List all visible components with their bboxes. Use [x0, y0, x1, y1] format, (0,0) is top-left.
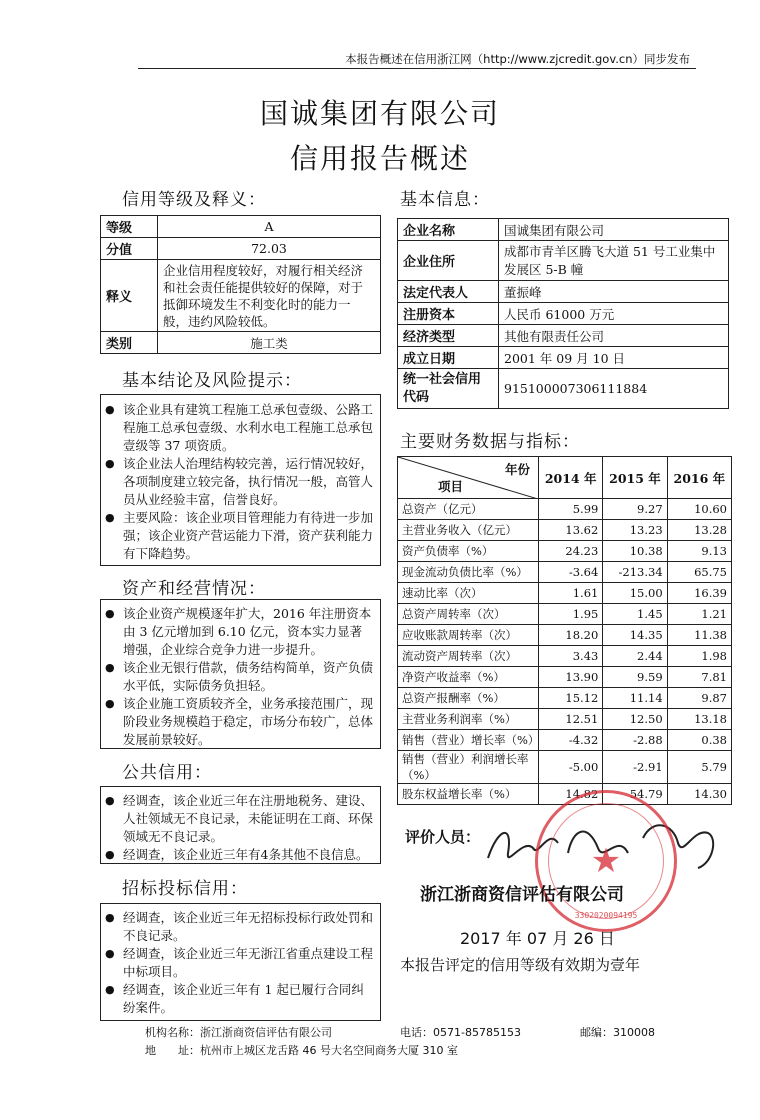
grade-value: A	[158, 216, 381, 238]
financial-value-cell: 13.28	[667, 520, 731, 541]
footer-org	[145, 1024, 332, 1040]
assets-item: ● 该企业资产规模逐年扩大，2016 年注册资本由 3 亿元增加到 6.10 亿元，资本实力显著增强，企业综合竞争力进一步提升。	[101, 605, 374, 659]
founded-label: 成立日期	[398, 347, 499, 369]
financial-value-cell: 10.60	[667, 499, 731, 520]
evaluator-company: 浙江浙商资信评估有限公司	[420, 885, 624, 905]
footer-address	[145, 1042, 458, 1058]
header-rule	[138, 68, 696, 69]
company-seal: ★ 3302020094195	[535, 790, 677, 932]
financial-value-cell: 13.90	[539, 667, 603, 688]
financial-value-cell: 14.35	[603, 625, 667, 646]
financial-value-cell: 54.79	[603, 784, 667, 805]
category-value: 施工类	[158, 332, 381, 354]
conclusion-item: ● 主要风险：该企业项目管理能力有待进一步加强；该企业资产营运能力下滑，资产获利能力有下降趋势。	[101, 509, 374, 563]
footer-org-label: 机构名称：	[145, 1026, 200, 1039]
company-name-value: 国诚集团有限公司	[499, 219, 729, 241]
financial-value-cell: -4.32	[539, 730, 603, 751]
financial-value-cell: 14.82	[539, 784, 603, 805]
financial-row	[398, 730, 732, 751]
financial-row-label: 销售（营业）利润增长率（%）	[398, 751, 539, 784]
assets-section-title: 资产和经营情况：	[122, 579, 266, 599]
financial-value-cell: 13.23	[603, 520, 667, 541]
financial-row-label: 现金流动负债比率（%）	[398, 562, 539, 583]
credit-code-value: 915100007306111884	[499, 369, 729, 409]
score-value: 72.03	[158, 238, 381, 260]
financial-value-cell: 1.61	[539, 583, 603, 604]
footer-address-value: 杭州市上城区龙舌路 46 号大名空间商务大厦 310 室	[200, 1044, 458, 1057]
financial-value-cell: 13.62	[539, 520, 603, 541]
financial-row	[398, 667, 732, 688]
financial-value-cell: -3.64	[539, 562, 603, 583]
financial-value-cell: 9.59	[603, 667, 667, 688]
financial-row-label: 股东权益增长率（%）	[398, 784, 539, 805]
assets-item: ● 该企业施工资质较齐全，业务承接范围广，现阶段业务规模趋于稳定，市场分布较广，总体发展前景较好。	[101, 695, 374, 749]
financial-value-cell: -2.88	[603, 730, 667, 751]
credit-code-label: 统一社会信用代码	[398, 369, 499, 409]
bidding-item: ● 经调查，该企业近三年无浙江省重点建设工程中标项目。	[101, 945, 374, 981]
footer-postcode-label: 邮编：	[580, 1026, 613, 1039]
financial-value-cell: 65.75	[667, 562, 731, 583]
financial-value-cell: 11.14	[603, 688, 667, 709]
year-header-2014: 2014 年	[539, 457, 603, 499]
financial-value-cell: 24.23	[539, 541, 603, 562]
financial-value-cell: 7.81	[667, 667, 731, 688]
financial-value-cell: 9.87	[667, 688, 731, 709]
public-credit-box	[100, 786, 381, 864]
financial-row-label: 总资产周转率（次）	[398, 604, 539, 625]
conclusion-item: ● 该企业具有建筑工程施工总承包壹级、公路工程施工总承包壹级、水利水电工程施工总承包壹级等 37 项资质。	[101, 401, 374, 455]
evaluator-label: 评价人员：	[405, 828, 481, 846]
financial-row-label: 流动资产周转率（次）	[398, 646, 539, 667]
address-label: 企业住所	[398, 241, 499, 281]
header-year-label: 年份	[504, 462, 530, 477]
financial-value-cell: 18.20	[539, 625, 603, 646]
financial-table-body	[398, 499, 732, 805]
financial-value-cell: 5.79	[667, 751, 731, 784]
financial-value-cell: 2.44	[603, 646, 667, 667]
financial-row	[398, 784, 732, 805]
financial-value-cell: 3.43	[539, 646, 603, 667]
financial-value-cell: 12.50	[603, 709, 667, 730]
company-name-label: 企业名称	[398, 219, 499, 241]
financial-row	[398, 604, 732, 625]
financial-value-cell: 15.00	[603, 583, 667, 604]
meaning-label: 释义	[101, 260, 158, 332]
financial-row-label: 总资产报酬率（%）	[398, 688, 539, 709]
financial-value-cell: 1.95	[539, 604, 603, 625]
financial-row-label: 速动比率（次）	[398, 583, 539, 604]
financial-row	[398, 688, 732, 709]
financial-row-label: 资产负债率（%）	[398, 541, 539, 562]
header-note: 本报告概述在信用浙江网（http://www.zjcredit.gov.cn）同步发布	[345, 52, 690, 66]
footer-phone-label: 电话：	[400, 1026, 433, 1039]
bidding-item: ● 经调查，该企业近三年有 1 起已履行合同纠纷案件。	[101, 981, 374, 1017]
financial-row	[398, 709, 732, 730]
financial-value-cell: 13.18	[667, 709, 731, 730]
financial-value-cell: 5.99	[539, 499, 603, 520]
financial-row	[398, 520, 732, 541]
category-label: 类别	[101, 332, 158, 354]
report-title-company: 国诚集团有限公司	[259, 97, 500, 130]
legal-rep-label: 法定代表人	[398, 281, 499, 303]
financial-value-cell: 1.21	[667, 604, 731, 625]
public-credit-item: ● 经调查，该企业近三年在注册地税务、建设、人社领域无不良记录，未能证明在工商、环保领域无不良记录。	[101, 792, 374, 846]
legal-rep-value: 董振峰	[499, 281, 729, 303]
financial-row	[398, 541, 732, 562]
financial-value-cell: 14.30	[667, 784, 731, 805]
financial-value-cell: 16.39	[667, 583, 731, 604]
validity-note: 本报告评定的信用等级有效期为壹年	[400, 956, 641, 974]
grade-label: 等级	[101, 216, 158, 238]
financial-value-cell: -213.34	[603, 562, 667, 583]
financial-value-cell: 0.38	[667, 730, 731, 751]
report-date: 2017 年 07 月 26 日	[460, 929, 615, 948]
basic-info-section-title: 基本信息：	[400, 190, 490, 210]
financial-header-corner	[398, 457, 539, 499]
financial-row-label: 主营业务收入（亿元）	[398, 520, 539, 541]
financial-value-cell: -5.00	[539, 751, 603, 784]
financial-table	[397, 456, 732, 805]
financial-row-label: 主营业务利润率（%）	[398, 709, 539, 730]
basic-info-table	[397, 218, 729, 409]
address-value: 成都市青羊区腾飞大道 51 号工业集中发展区 5-B 幢	[499, 241, 729, 281]
capital-label: 注册资本	[398, 303, 499, 325]
rating-table	[100, 215, 381, 354]
footer-address-label: 地 址：	[145, 1044, 200, 1057]
financial-row-label: 应收账款周转率（次）	[398, 625, 539, 646]
conclusion-section-title: 基本结论及风险提示：	[122, 371, 302, 391]
financial-value-cell: 9.27	[603, 499, 667, 520]
founded-value: 2001 年 09 月 10 日	[499, 347, 729, 369]
footer-phone	[400, 1024, 521, 1040]
economic-type-value: 其他有限责任公司	[499, 325, 729, 347]
header-item-label: 项目	[438, 479, 464, 494]
year-header-2016: 2016 年	[667, 457, 731, 499]
report-title-summary: 信用报告概述	[289, 142, 470, 175]
financial-section-title: 主要财务数据与指标：	[400, 432, 580, 452]
financial-row-label: 净资产收益率（%）	[398, 667, 539, 688]
rating-section-title: 信用等级及释义：	[122, 190, 266, 210]
financial-value-cell: 9.13	[667, 541, 731, 562]
seal-code: 3302020094195	[574, 911, 638, 920]
financial-value-cell: 1.45	[603, 604, 667, 625]
footer-phone-value: 0571-85785153	[433, 1026, 521, 1039]
public-credit-section-title: 公共信用：	[122, 763, 212, 783]
financial-value-cell: 1.98	[667, 646, 731, 667]
assets-item: ● 该企业无银行借款，债务结构简单，资产负债水平低，实际债务负担轻。	[101, 659, 374, 695]
public-credit-item: ● 经调查，该企业近三年有4条其他不良信息。	[101, 846, 374, 864]
capital-value: 人民币 61000 万元	[499, 303, 729, 325]
footer-postcode	[580, 1024, 655, 1040]
score-label: 分值	[101, 238, 158, 260]
financial-value-cell: 12.51	[539, 709, 603, 730]
meaning-value: 企业信用程度较好，对履行相关经济和社会责任能提供较好的保障，对于抵御环境发生不利变化时的能力一般，违约风险较低。	[158, 260, 381, 332]
footer-postcode-value: 310008	[613, 1026, 655, 1039]
bidding-section-title: 招标投标信用：	[122, 879, 248, 899]
economic-type-label: 经济类型	[398, 325, 499, 347]
financial-value-cell: 15.12	[539, 688, 603, 709]
financial-row	[398, 625, 732, 646]
financial-value-cell: 11.38	[667, 625, 731, 646]
financial-row	[398, 562, 732, 583]
financial-row	[398, 646, 732, 667]
financial-row	[398, 499, 732, 520]
assets-box	[100, 599, 381, 749]
financial-row	[398, 751, 732, 784]
bidding-box	[100, 903, 381, 1021]
financial-value-cell: 10.38	[603, 541, 667, 562]
conclusion-box	[100, 394, 381, 566]
conclusion-item: ● 该企业法人治理结构较完善，运行情况较好，各项制度建立较完备，执行情况一般，高管人员从业经验丰富，信誉良好。	[101, 455, 374, 509]
financial-row-label: 总资产（亿元）	[398, 499, 539, 520]
financial-row	[398, 583, 732, 604]
year-header-2015: 2015 年	[603, 457, 667, 499]
bidding-item: ● 经调查，该企业近三年无招标投标行政处罚和不良记录。	[101, 909, 374, 945]
financial-value-cell: -2.91	[603, 751, 667, 784]
footer-org-value: 浙江浙商资信评估有限公司	[200, 1026, 332, 1039]
financial-row-label: 销售（营业）增长率（%）	[398, 730, 539, 751]
